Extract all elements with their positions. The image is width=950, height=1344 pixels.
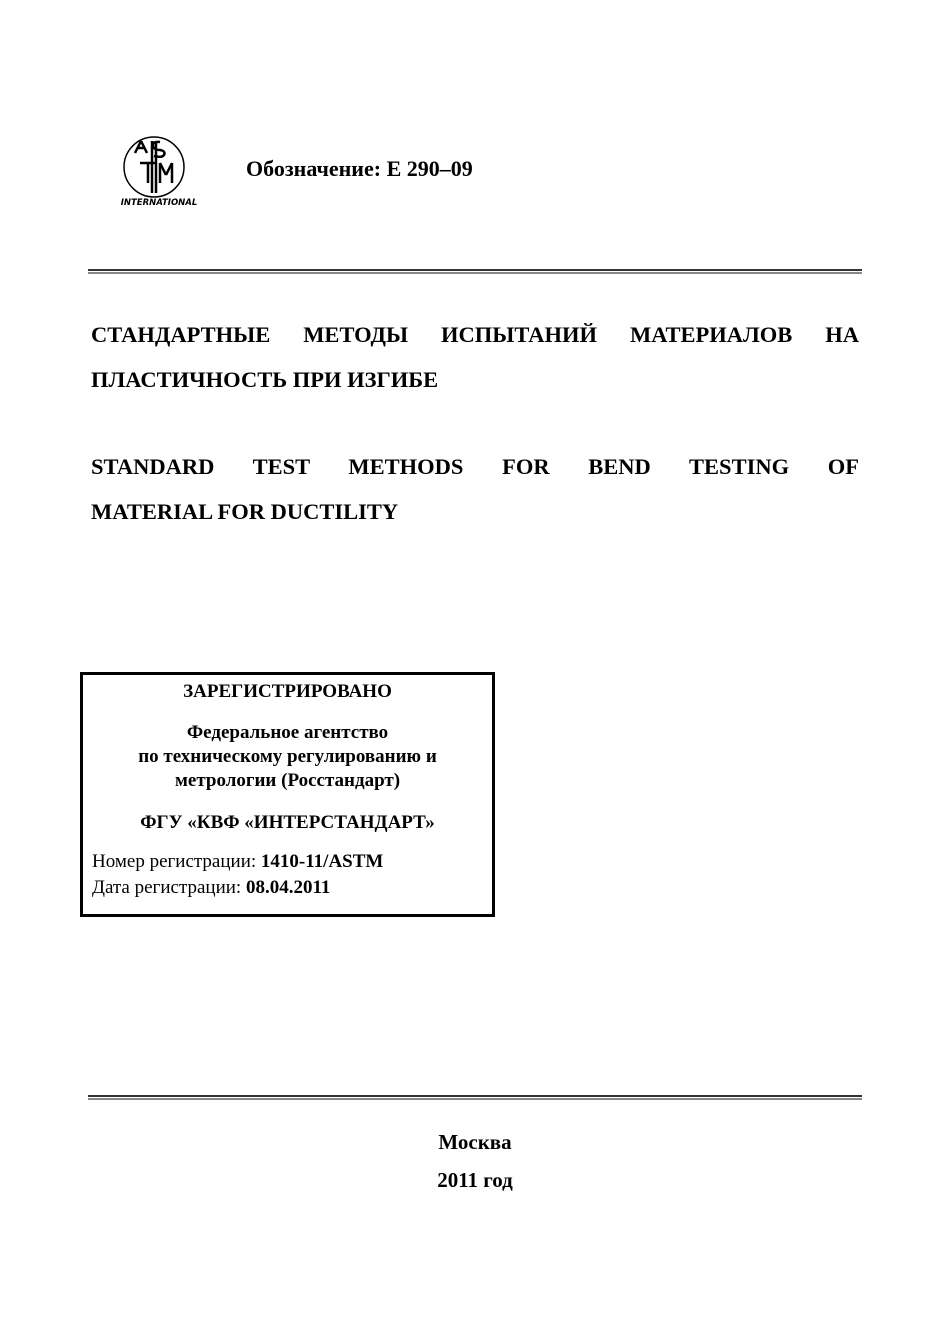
publication-city: Москва [438, 1130, 512, 1154]
title-en-line-2: MATERIAL FOR DUCTILITY [91, 499, 399, 524]
agency-line-3: метрологии (Росстандарт) [174, 770, 401, 791]
registration-number [92, 850, 383, 874]
registration-organization: ФГУ «КВФ «ИНТЕРСТАНДАРТ» [140, 812, 435, 833]
registration-date-value: 08.04.2011 [245, 877, 331, 898]
top-divider [88, 269, 862, 274]
agency-line-1: Федеральное агентство [186, 722, 389, 743]
title-en-line-1: STANDARD TEST METHODS FOR BEND TESTING OF [91, 454, 859, 479]
registration-date-label: Дата регистрации: [92, 877, 242, 898]
title-ru-line-1: СТАНДАРТНЫЕ МЕТОДЫ ИСПЫТАНИЙ МАТЕРИАЛОВ НА [91, 322, 859, 347]
title-english [91, 444, 859, 534]
registration-stamp [80, 672, 495, 917]
document-designation: Обозначение: Е 290–09 [246, 156, 473, 181]
registration-agency [83, 721, 492, 793]
title-ru-line-2: ПЛАСТИЧНОСТЬ ПРИ ИЗГИБЕ [91, 367, 439, 392]
registration-number-value: 1410-11/ASTM [260, 851, 384, 872]
astm-logo-icon [116, 133, 202, 209]
astm-logo [116, 133, 202, 209]
registration-date [92, 876, 330, 900]
bottom-divider [88, 1095, 862, 1100]
registration-number-label: Номер регистрации: [92, 851, 257, 872]
agency-line-2: по техническому регулированию и [138, 746, 437, 767]
title-russian [91, 312, 859, 402]
publication-year: 2011 год [437, 1168, 513, 1192]
registration-heading: ЗАРЕГИСТРИРОВАНО [183, 681, 392, 702]
svg-text:INTERNATIONAL: INTERNATIONAL [120, 198, 198, 208]
